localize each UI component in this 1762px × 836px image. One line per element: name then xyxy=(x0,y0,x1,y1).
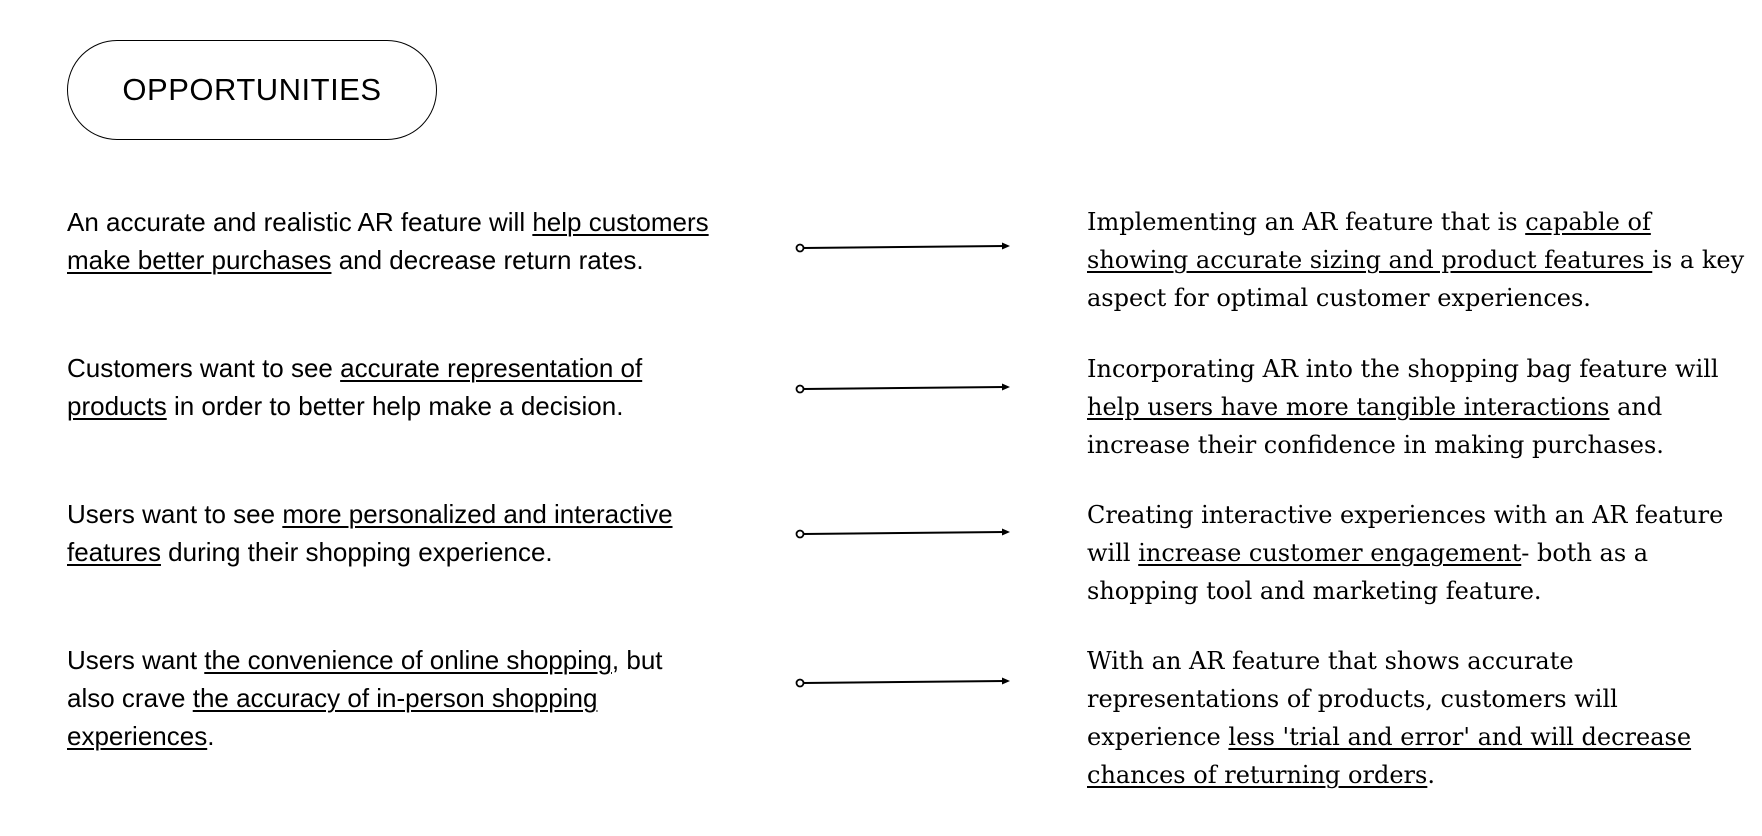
insight-4-highlight: the convenience of online shopping xyxy=(204,645,612,675)
opportunity-4-highlight: less 'trial and error' and will decrease chances of returning orders xyxy=(1087,723,1692,789)
connector-arrow-4 xyxy=(795,674,1015,690)
insight-1-segment: An accurate and realistic AR feature will xyxy=(67,207,533,237)
insight-text-4 xyxy=(67,641,717,755)
insight-text-3 xyxy=(67,495,717,571)
insight-4-highlight: the accuracy of in-person shopping experiences xyxy=(67,683,598,751)
opportunity-2-segment: and increase their confidence in making purchases. xyxy=(1087,393,1664,459)
insight-text-1 xyxy=(67,203,717,279)
opportunity-4-segment: . xyxy=(1427,761,1435,789)
opportunity-2-segment: Incorporating AR into the shopping bag feature will xyxy=(1087,355,1719,383)
insight-3-segment: Users want to see xyxy=(67,499,283,529)
header-title: OPPORTUNITIES xyxy=(122,72,382,107)
insight-2-highlight: accurate representation of products xyxy=(67,353,643,421)
insight-4-segment: , but also crave xyxy=(67,645,663,713)
opportunity-text-3 xyxy=(1087,496,1757,610)
insight-1-segment: and decrease return rates. xyxy=(331,245,644,275)
opportunity-2-highlight: help users have more tangible interactions xyxy=(1087,393,1610,421)
insight-text-2 xyxy=(67,349,717,425)
connector-arrow-3 xyxy=(795,525,1015,541)
insight-3-segment: during their shopping experience. xyxy=(160,537,553,567)
opportunity-3-highlight: increase customer engagement xyxy=(1138,539,1522,567)
opportunity-text-2 xyxy=(1087,350,1757,464)
opportunities-header xyxy=(67,40,437,140)
opportunity-1-segment: Implementing an AR feature that is xyxy=(1087,208,1526,236)
insight-4-segment: . xyxy=(207,721,215,751)
opportunity-1-segment: is a key aspect for optimal customer experiences. xyxy=(1087,246,1745,312)
insight-2-segment: in order to better help make a decision. xyxy=(166,391,624,421)
opportunity-text-4 xyxy=(1087,642,1757,794)
insight-3-highlight: more personalized and interactive features xyxy=(67,499,673,567)
opportunity-3-segment: Creating interactive experiences with an AR feature will xyxy=(1087,501,1724,567)
opportunity-4-segment: With an AR feature that shows accurate representations of products, customers will experience xyxy=(1087,647,1618,751)
opportunity-text-1 xyxy=(1087,203,1757,317)
insight-2-segment: Customers want to see xyxy=(67,353,341,383)
opportunity-3-segment: - both as a shopping tool and marketing feature. xyxy=(1087,539,1649,605)
insight-1-highlight: help customers make better purchases xyxy=(67,207,709,275)
connector-arrow-2 xyxy=(795,380,1015,396)
insight-4-segment: Users want xyxy=(67,645,205,675)
opportunity-1-highlight: capable of showing accurate sizing and product features xyxy=(1087,208,1653,274)
connector-arrow-1 xyxy=(795,239,1015,255)
